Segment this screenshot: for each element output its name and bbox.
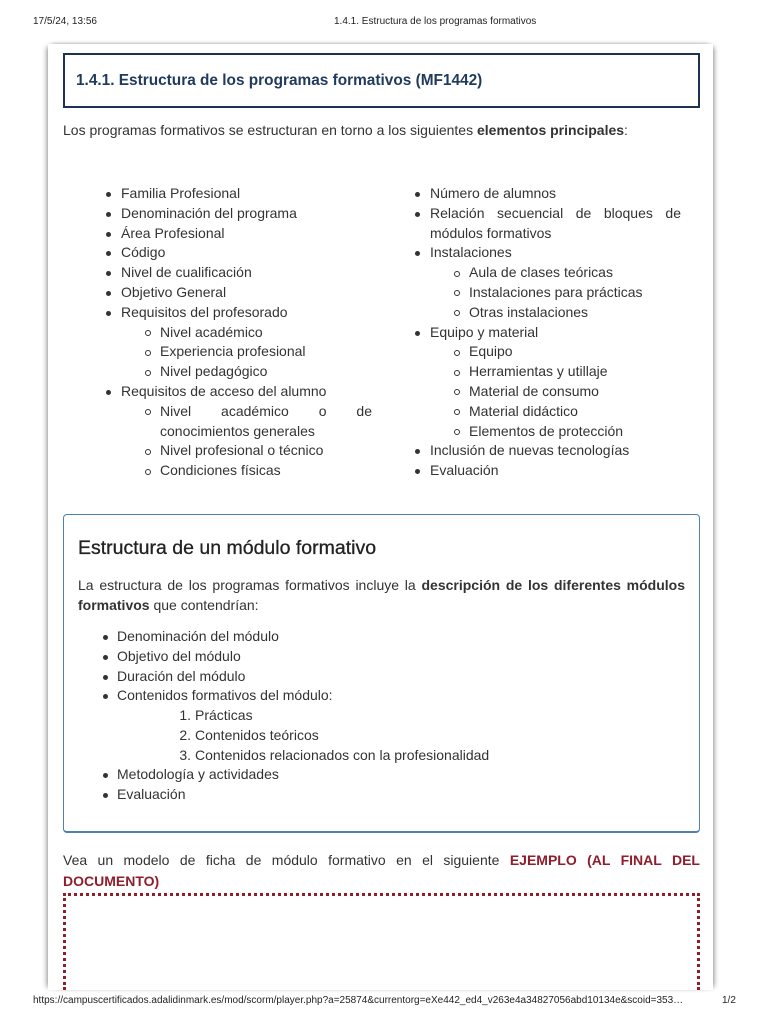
list-item-label: Objetivo del módulo [117, 647, 241, 664]
sub-list-item [160, 402, 372, 442]
sub-list-item-label: Instalaciones para prácticas [469, 283, 643, 300]
sub-list-item [160, 342, 372, 362]
list-item [117, 686, 685, 765]
sub-list-item-label: Elementos de protección [469, 422, 624, 439]
sub-list-item [469, 263, 681, 283]
sub-list-item-label: Material didáctico [469, 402, 578, 419]
sub-list-item [469, 422, 681, 442]
list-item [121, 263, 372, 283]
module-items-list [78, 627, 685, 805]
numbered-item [179, 726, 685, 746]
sub-list-item-label: Nivel profesional o técnico [160, 442, 324, 459]
numbered-item-label: Contenidos relacionados con la profesionalidad [195, 746, 490, 763]
numbered-item-label: Prácticas [195, 707, 253, 723]
list-item-label: Equipo y material [430, 323, 539, 340]
sub-list [121, 402, 372, 481]
list-item [430, 441, 681, 461]
intro-paragraph [63, 120, 700, 140]
list-item-label: Código [121, 244, 166, 261]
sub-list [430, 263, 681, 322]
module-structure-box [63, 514, 700, 833]
list-item-label: Inclusión de nuevas tecnologías [430, 442, 630, 459]
module-intro-bold-text: descripción de los diferentes módulos formativos [78, 577, 686, 613]
print-header-title: 1.4.1. Estructura de los programas formativos [334, 16, 537, 27]
list-item [121, 204, 372, 224]
elements-column-right [430, 184, 681, 481]
sub-list-item [469, 342, 681, 362]
example-text: Vea un modelo de ficha de módulo formativo en el siguiente [63, 852, 510, 868]
list-item-label: Duración del módulo [117, 667, 246, 684]
sub-list-item [469, 402, 681, 422]
print-footer-url: https://campuscertificados.adalidinmark.es/mod/scorm/player.php?a=25874&currentorg=eXe442_ed4_v263e4a34827056abd10134e&scoid=353… [33, 995, 684, 1006]
numbered-item [179, 746, 685, 766]
list-item [121, 382, 372, 481]
list-item [430, 243, 681, 322]
numbered-item [179, 706, 685, 726]
sub-list-item-label: Nivel pedagógico [160, 363, 268, 380]
intro-bold-text: elementos principales [476, 122, 625, 138]
list-item [117, 785, 685, 805]
elements-list-right [430, 184, 681, 481]
item-number: 1. [179, 707, 191, 723]
list-item [430, 461, 681, 481]
module-box-heading: Estructura de un módulo formativo [78, 537, 377, 559]
list-item-label: Área Profesional [121, 224, 225, 241]
list-item-label: Evaluación [117, 786, 186, 802]
item-number: 3. [179, 746, 191, 763]
title-box [63, 53, 700, 108]
list-item-label: Instalaciones [430, 244, 512, 261]
list-item [121, 224, 372, 244]
sub-list-item [160, 362, 372, 382]
sub-list-item [469, 362, 681, 382]
sub-list-item-label: Condiciones físicas [160, 462, 281, 479]
sub-list-item-label: Otras instalaciones [469, 303, 589, 320]
list-item [117, 627, 685, 647]
list-item-label: Denominación del módulo [117, 628, 279, 644]
list-item [121, 243, 372, 263]
module-box-intro [78, 575, 685, 615]
module-intro-text-end: que contendrían: [149, 597, 259, 613]
list-item-label: Requisitos de acceso del alumno [121, 382, 327, 399]
list-item [117, 647, 685, 667]
sub-list-item-label: Nivel académico [160, 323, 263, 340]
example-paragraph [63, 850, 700, 892]
sub-list-item [160, 323, 372, 343]
sub-list [121, 323, 372, 382]
sub-list-item-label: Equipo [469, 343, 513, 360]
elements-column-left [121, 184, 372, 481]
list-item [117, 667, 685, 687]
content-card [48, 44, 713, 990]
print-header-datetime: 17/5/24, 13:56 [33, 16, 97, 27]
sub-list-item [469, 382, 681, 402]
example-link[interactable]: EJEMPLO (AL FINAL DEL DOCUMENTO) [63, 852, 700, 889]
example-frame [63, 893, 700, 990]
sub-list [430, 342, 681, 441]
sub-list-item-label: Herramientas y utillaje [469, 363, 608, 380]
list-item-label: Metodología y actividades [117, 766, 279, 783]
list-item-label: Denominación del programa [121, 204, 297, 221]
list-item [121, 184, 372, 204]
list-item-label: Número de alumnos [430, 185, 557, 201]
module-contents-sublist [117, 706, 685, 765]
item-number: 2. [179, 726, 191, 743]
sub-list-item [160, 461, 372, 481]
list-item-label: Evaluación [430, 462, 499, 479]
sub-list-item-label: Aula de clases teóricas [469, 264, 613, 281]
list-item-label: Nivel de cualificación [121, 264, 252, 281]
print-footer-page-number: 1/2 [722, 995, 736, 1006]
list-item [121, 303, 372, 382]
intro-text: Los programas formativos se estructuran en torno a los siguientes [63, 122, 477, 138]
list-item [430, 323, 681, 442]
list-item [430, 204, 681, 244]
sub-list-item-label: Experiencia profesional [160, 343, 306, 360]
list-item [430, 184, 681, 204]
numbered-item-label: Contenidos teóricos [195, 726, 319, 743]
list-item-label: Requisitos del profesorado [121, 303, 288, 320]
list-item-label: Contenidos formativos del módulo: [117, 687, 333, 704]
sub-list-item-label: Nivel académico o de conocimientos generales [160, 402, 372, 439]
list-item [117, 765, 685, 785]
list-item-label: Relación secuencial de bloques de módulos formativos [430, 204, 681, 241]
page-title: 1.4.1. Estructura de los programas formativos (MF1442) [76, 71, 483, 89]
elements-list-left [121, 184, 372, 481]
sub-list-item-label: Material de consumo [469, 382, 599, 399]
list-item [121, 283, 372, 303]
module-intro-text: La estructura de los programas formativos incluye la [78, 577, 422, 593]
list-item-label: Familia Profesional [121, 185, 241, 201]
list-item-label: Objetivo General [121, 283, 227, 300]
intro-text-end: : [624, 122, 628, 138]
sub-list-item [160, 441, 372, 461]
sub-list-item [469, 303, 681, 323]
sub-list-item [469, 283, 681, 303]
